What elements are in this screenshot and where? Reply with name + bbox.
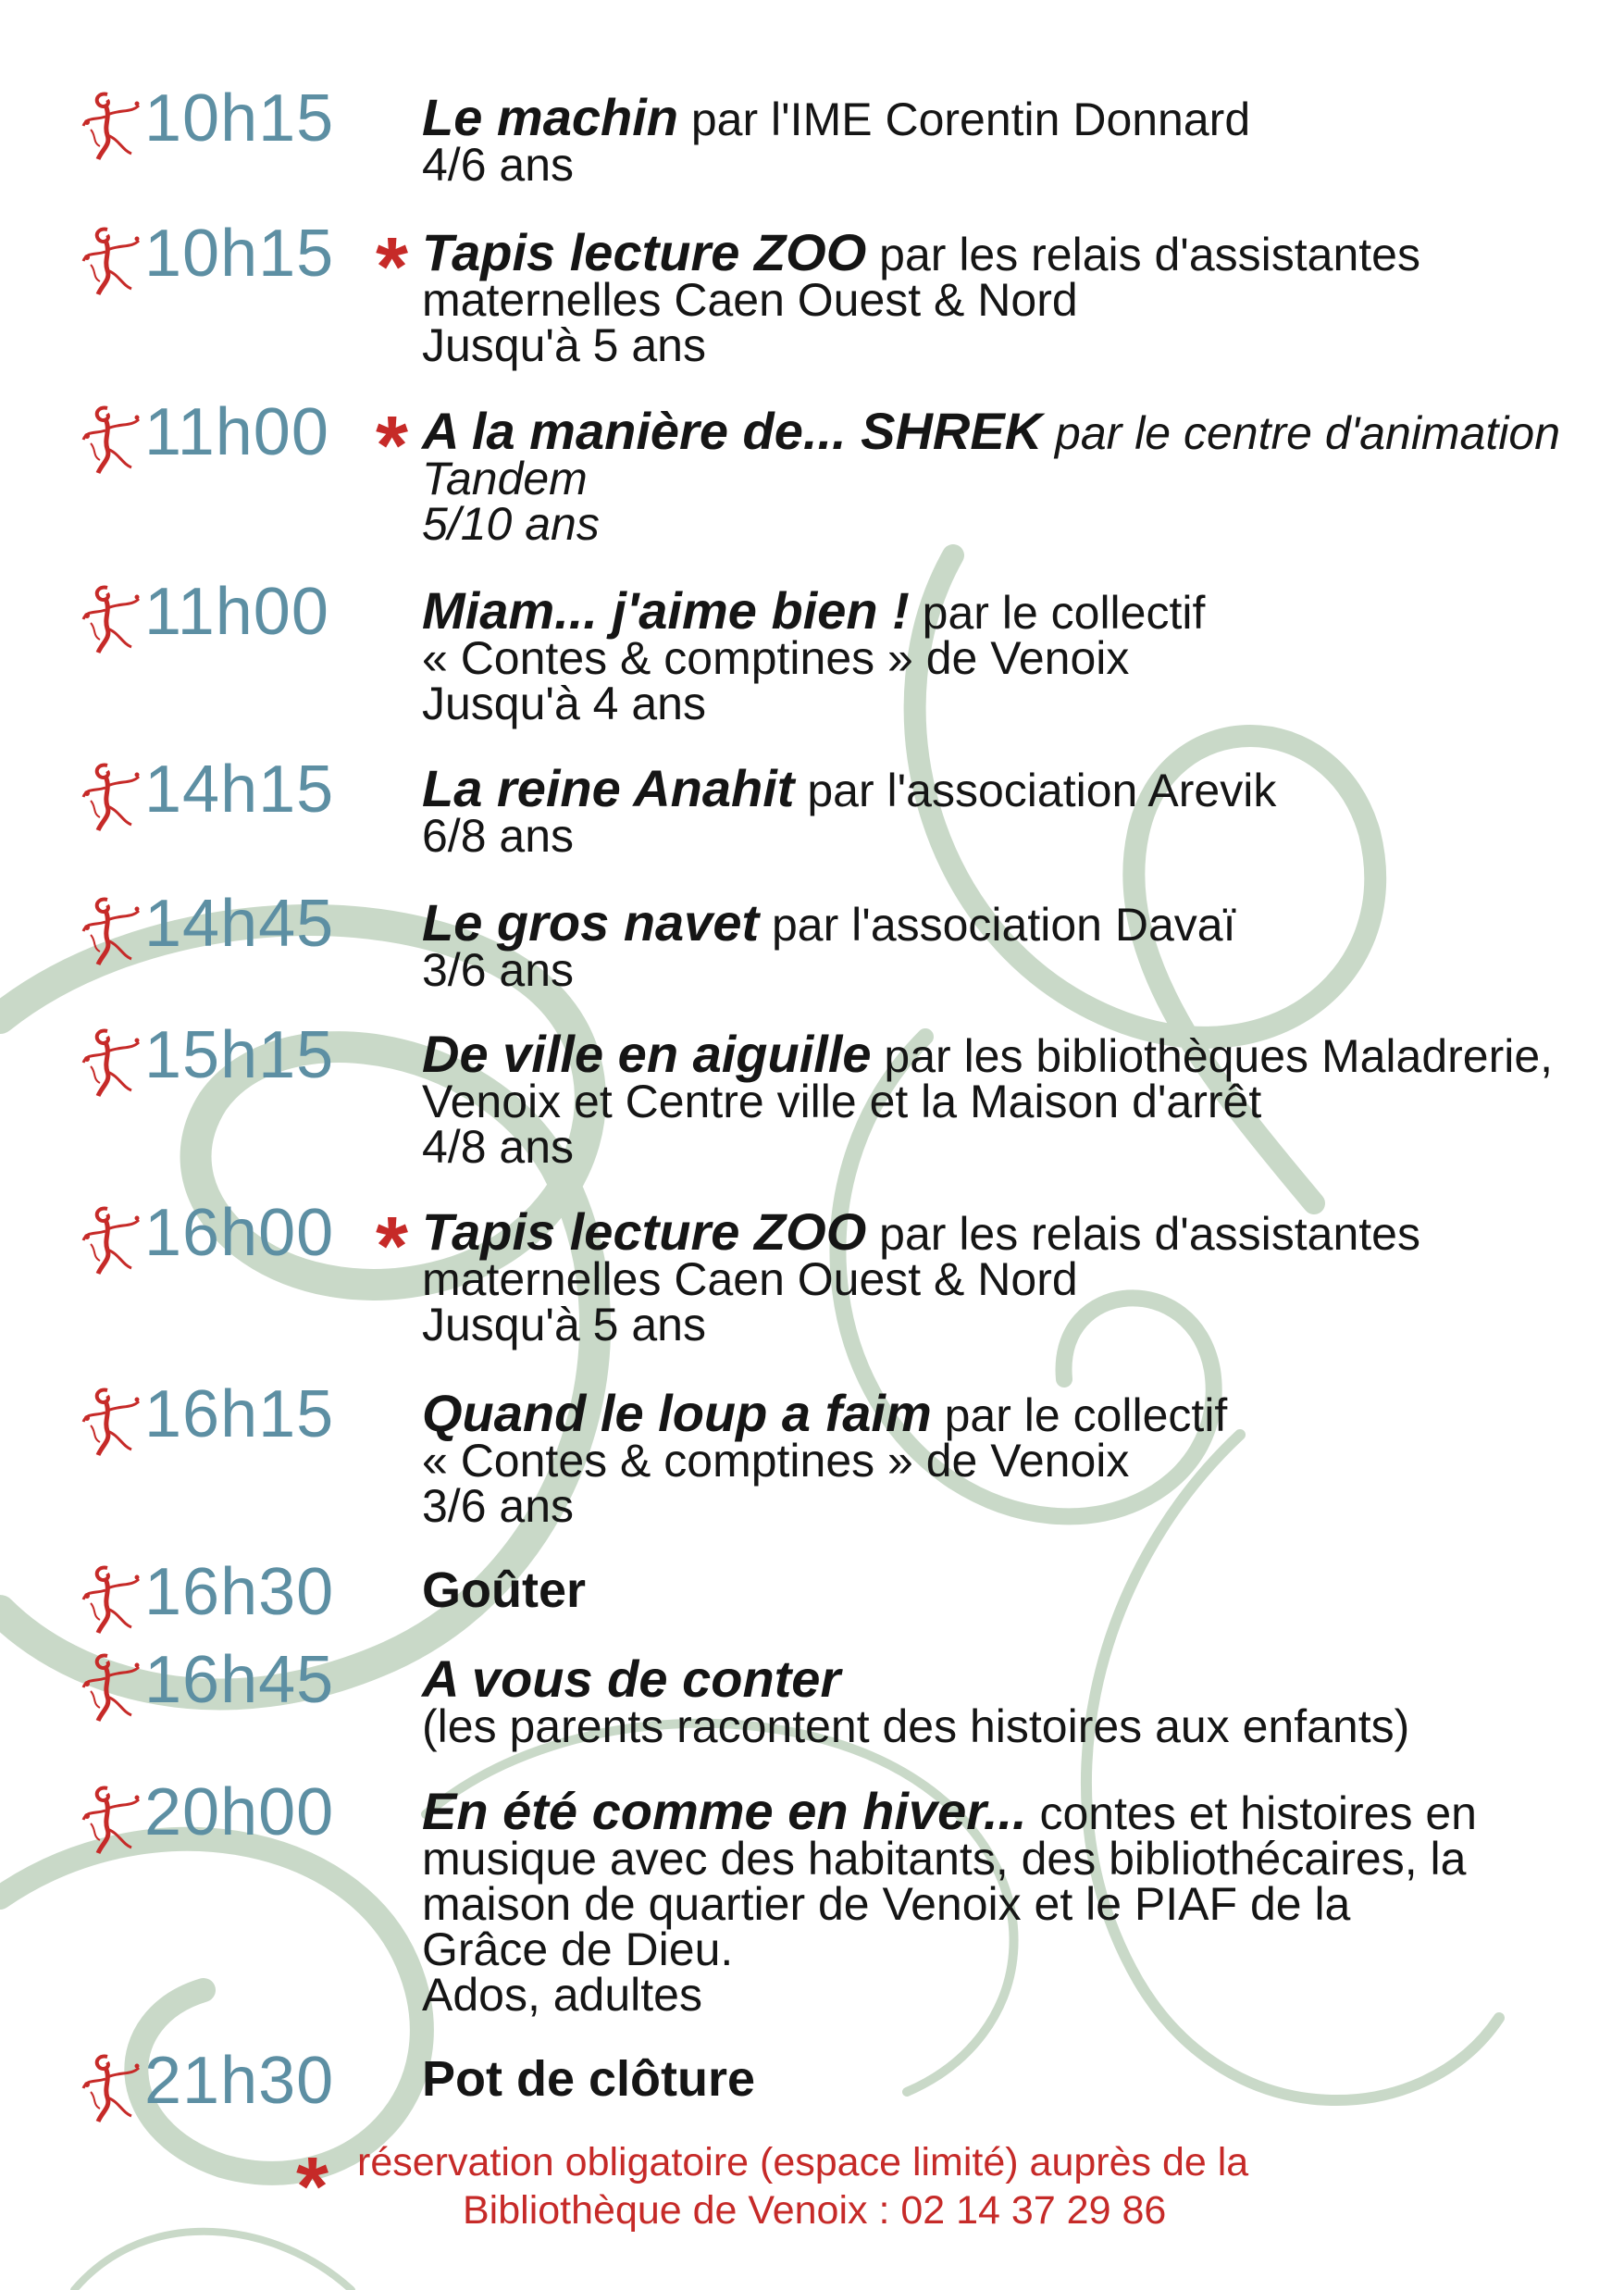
event-detail-line: « Contes & comptines » de Venoix — [422, 1435, 1130, 1487]
event-organizer: par l'association Davaï — [759, 899, 1236, 951]
dancing-figure-icon — [80, 760, 144, 838]
event-title: Miam... j'aime bien ! — [422, 581, 910, 640]
event-title: Pot de clôture — [422, 2051, 756, 2107]
event-detail-line: Grâce de Dieu. — [422, 1923, 734, 1975]
event-title: Tapis lecture ZOO — [422, 223, 867, 281]
reservation-asterisk-icon: * — [376, 400, 409, 492]
event-details — [422, 759, 1588, 862]
event-details — [422, 1025, 1588, 1173]
event-time: 15h15 — [144, 1018, 335, 1092]
event-detail-line: Venoix et Centre ville et la Maison d'arrêt — [422, 1076, 1262, 1127]
event-detail-line: 3/6 ans — [422, 944, 575, 996]
event-time: 16h00 — [144, 1196, 335, 1270]
event-time: 16h45 — [144, 1643, 335, 1717]
event-title-line — [422, 1649, 1588, 1708]
event-detail-line: Jusqu'à 5 ans — [422, 319, 706, 371]
event-time: 10h15 — [144, 217, 335, 291]
event-title-line — [422, 759, 1588, 817]
reservation-note-line2: Bibliothèque de Venoix : 02 14 37 29 86 — [463, 2188, 1167, 2233]
event-title-line — [422, 581, 1588, 640]
reservation-asterisk-icon: * — [376, 221, 409, 314]
event-detail-line: 4/6 ans — [422, 139, 575, 191]
event-detail-line: maternelles Caen Ouest & Nord — [422, 274, 1078, 326]
event-title: A la manière de... SHREK — [422, 402, 1043, 460]
event-title: Goûter — [422, 1562, 587, 1618]
event-organizer: contes et histoires en — [1026, 1787, 1477, 1839]
asterisk-icon: * — [296, 2141, 329, 2234]
event-organizer: par l'IME Corentin Donnard — [677, 93, 1251, 145]
event-time: 10h15 — [144, 81, 335, 156]
dancing-figure-icon — [80, 1783, 144, 1861]
event-organizer: par le collectif — [931, 1389, 1228, 1441]
event-details — [422, 1384, 1588, 1532]
event-organizer: par les relais d'assistantes — [866, 1208, 1420, 1260]
event-time: 11h00 — [144, 575, 329, 649]
event-title-line — [422, 1782, 1588, 1840]
event-detail-line: Jusqu'à 4 ans — [422, 678, 706, 729]
event-title: Le machin — [422, 88, 678, 146]
event-details — [422, 1562, 1588, 1618]
event-title: Tapis lecture ZOO — [422, 1202, 867, 1261]
event-details — [422, 893, 1588, 996]
event-organizer: par l'association Arevik — [794, 765, 1277, 816]
reservation-asterisk-icon: * — [376, 1201, 409, 1293]
event-details — [422, 223, 1588, 371]
event-organizer: par les relais d'assistantes — [866, 229, 1420, 280]
event-detail-line: 4/8 ans — [422, 1121, 575, 1173]
event-organizer: par le centre d'animation — [1042, 407, 1561, 459]
dancing-figure-icon — [80, 403, 144, 480]
event-details — [422, 581, 1588, 729]
event-detail-line: « Contes & comptines » de Venoix — [422, 632, 1130, 684]
event-title-line — [422, 2051, 1588, 2107]
event-title: Quand le loup a faim — [422, 1384, 932, 1442]
event-detail-line: maternelles Caen Ouest & Nord — [422, 1253, 1078, 1305]
event-title: A vous de conter — [422, 1649, 841, 1708]
event-detail-line: 3/6 ans — [422, 1480, 575, 1532]
event-title-line — [422, 1384, 1588, 1442]
event-detail-line: 6/8 ans — [422, 810, 575, 862]
event-organizer: par le collectif — [909, 587, 1206, 639]
event-detail-line: Ados, adultes — [422, 1969, 702, 2021]
event-details — [422, 1202, 1588, 1350]
event-title-line — [422, 1202, 1588, 1261]
event-organizer: par les bibliothèques Maladrerie, — [871, 1030, 1554, 1082]
event-time: 14h15 — [144, 753, 335, 827]
event-details — [422, 402, 1588, 550]
dancing-figure-icon — [80, 1385, 144, 1462]
event-title-line — [422, 88, 1588, 146]
event-title-line — [422, 223, 1588, 281]
dancing-figure-icon — [80, 2051, 144, 2129]
dancing-figure-icon — [80, 224, 144, 302]
event-details — [422, 1782, 1588, 2021]
dancing-figure-icon — [80, 1026, 144, 1103]
reservation-note-line1: réservation obligatoire (espace limité) auprès de la — [357, 2140, 1249, 2184]
dancing-figure-icon — [80, 894, 144, 972]
event-title: De ville en aiguille — [422, 1025, 872, 1083]
event-details — [422, 88, 1588, 191]
event-title-line — [422, 1562, 1588, 1618]
event-detail-line: Jusqu'à 5 ans — [422, 1299, 706, 1350]
dancing-figure-icon — [80, 89, 144, 167]
event-details — [422, 1649, 1588, 1752]
event-title: En été comme en hiver... — [422, 1782, 1027, 1840]
dancing-figure-icon — [80, 1650, 144, 1728]
event-title-line — [422, 893, 1588, 952]
event-time: 16h15 — [144, 1377, 335, 1451]
dancing-figure-icon — [80, 582, 144, 660]
event-time: 21h30 — [144, 2044, 335, 2118]
dancing-figure-icon — [80, 1562, 144, 1640]
event-title: Le gros navet — [422, 893, 760, 952]
event-title-line — [422, 402, 1588, 460]
event-detail-line: (les parents racontent des histoires aux enfants) — [422, 1700, 1410, 1752]
event-time: 16h30 — [144, 1555, 335, 1629]
event-detail-line: 5/10 ans — [422, 498, 600, 550]
event-detail-line: maison de quartier de Venoix et le PIAF de la — [422, 1878, 1351, 1930]
event-details — [422, 2051, 1588, 2107]
event-detail-line: Tandem — [422, 453, 588, 504]
event-time: 14h45 — [144, 887, 335, 961]
event-title-line — [422, 1025, 1588, 1083]
event-time: 20h00 — [144, 1775, 335, 1849]
dancing-figure-icon — [80, 1203, 144, 1281]
event-time: 11h00 — [144, 395, 329, 469]
event-detail-line: musique avec des habitants, des bibliothécaires, la — [422, 1833, 1467, 1885]
event-title: La reine Anahit — [422, 759, 795, 817]
